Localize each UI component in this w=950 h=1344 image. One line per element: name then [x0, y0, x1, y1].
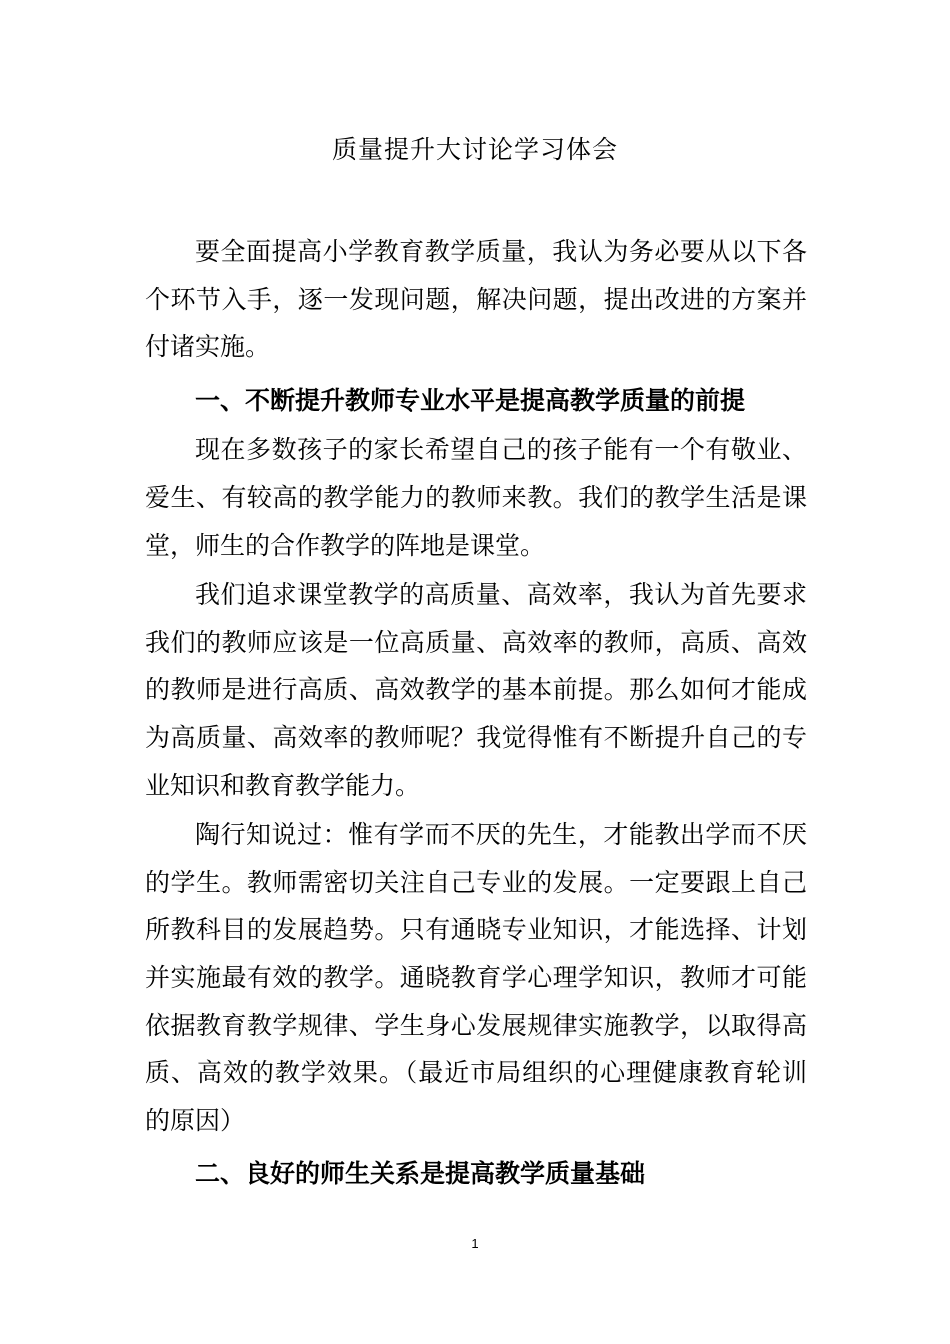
page-number: 1 [471, 1236, 479, 1251]
paragraph-tao-xingzhi: 陶行知说过：惟有学而不厌的先生，才能教出学而不厌的学生。教师需密切关注自己专业的发展。一定要跟上自己所教科目的发展趋势。只有通晓专业知识，才能选择、计划并实施最有效的教学。通晓教育学心理学知识，教师才可能依据教育教学规律、学生身心发展规律实施教学，以取得高质、高效的教学效果。（最近市局组织的心理健康教育轮训的原因） [145, 820, 807, 1135]
section-heading-2: 二、良好的师生关系是提高教学质量基础 [195, 1159, 646, 1189]
paragraph-classroom-quality: 我们追求课堂教学的高质量、高效率，我认为首先要求我们的教师应该是一位高质量、高效率的教师，高质、高效的教师是进行高质、高效教学的基本前提。那么如何才能成为高质量、高效率的教师呢？我觉得惟有不断提升自己的专业知识和教育教学能力。 [145, 580, 807, 800]
section-heading-1: 一、不断提升教师专业水平是提高教学质量的前提 [195, 385, 746, 415]
document-body [145, 228, 807, 1198]
paragraph-parents-expectation: 现在多数孩子的家长希望自己的孩子能有一个有敬业、爱生、有较高的教学能力的教师来教。我们的教学生活是课堂，师生的合作教学的阵地是课堂。 [145, 435, 807, 560]
intro-paragraph: 要全面提高小学教育教学质量，我认为务必要从以下各个环节入手，逐一发现问题，解决问题，提出改进的方案并付诸实施。 [145, 237, 807, 362]
document-title: 质量提升大讨论学习体会 [331, 135, 618, 164]
